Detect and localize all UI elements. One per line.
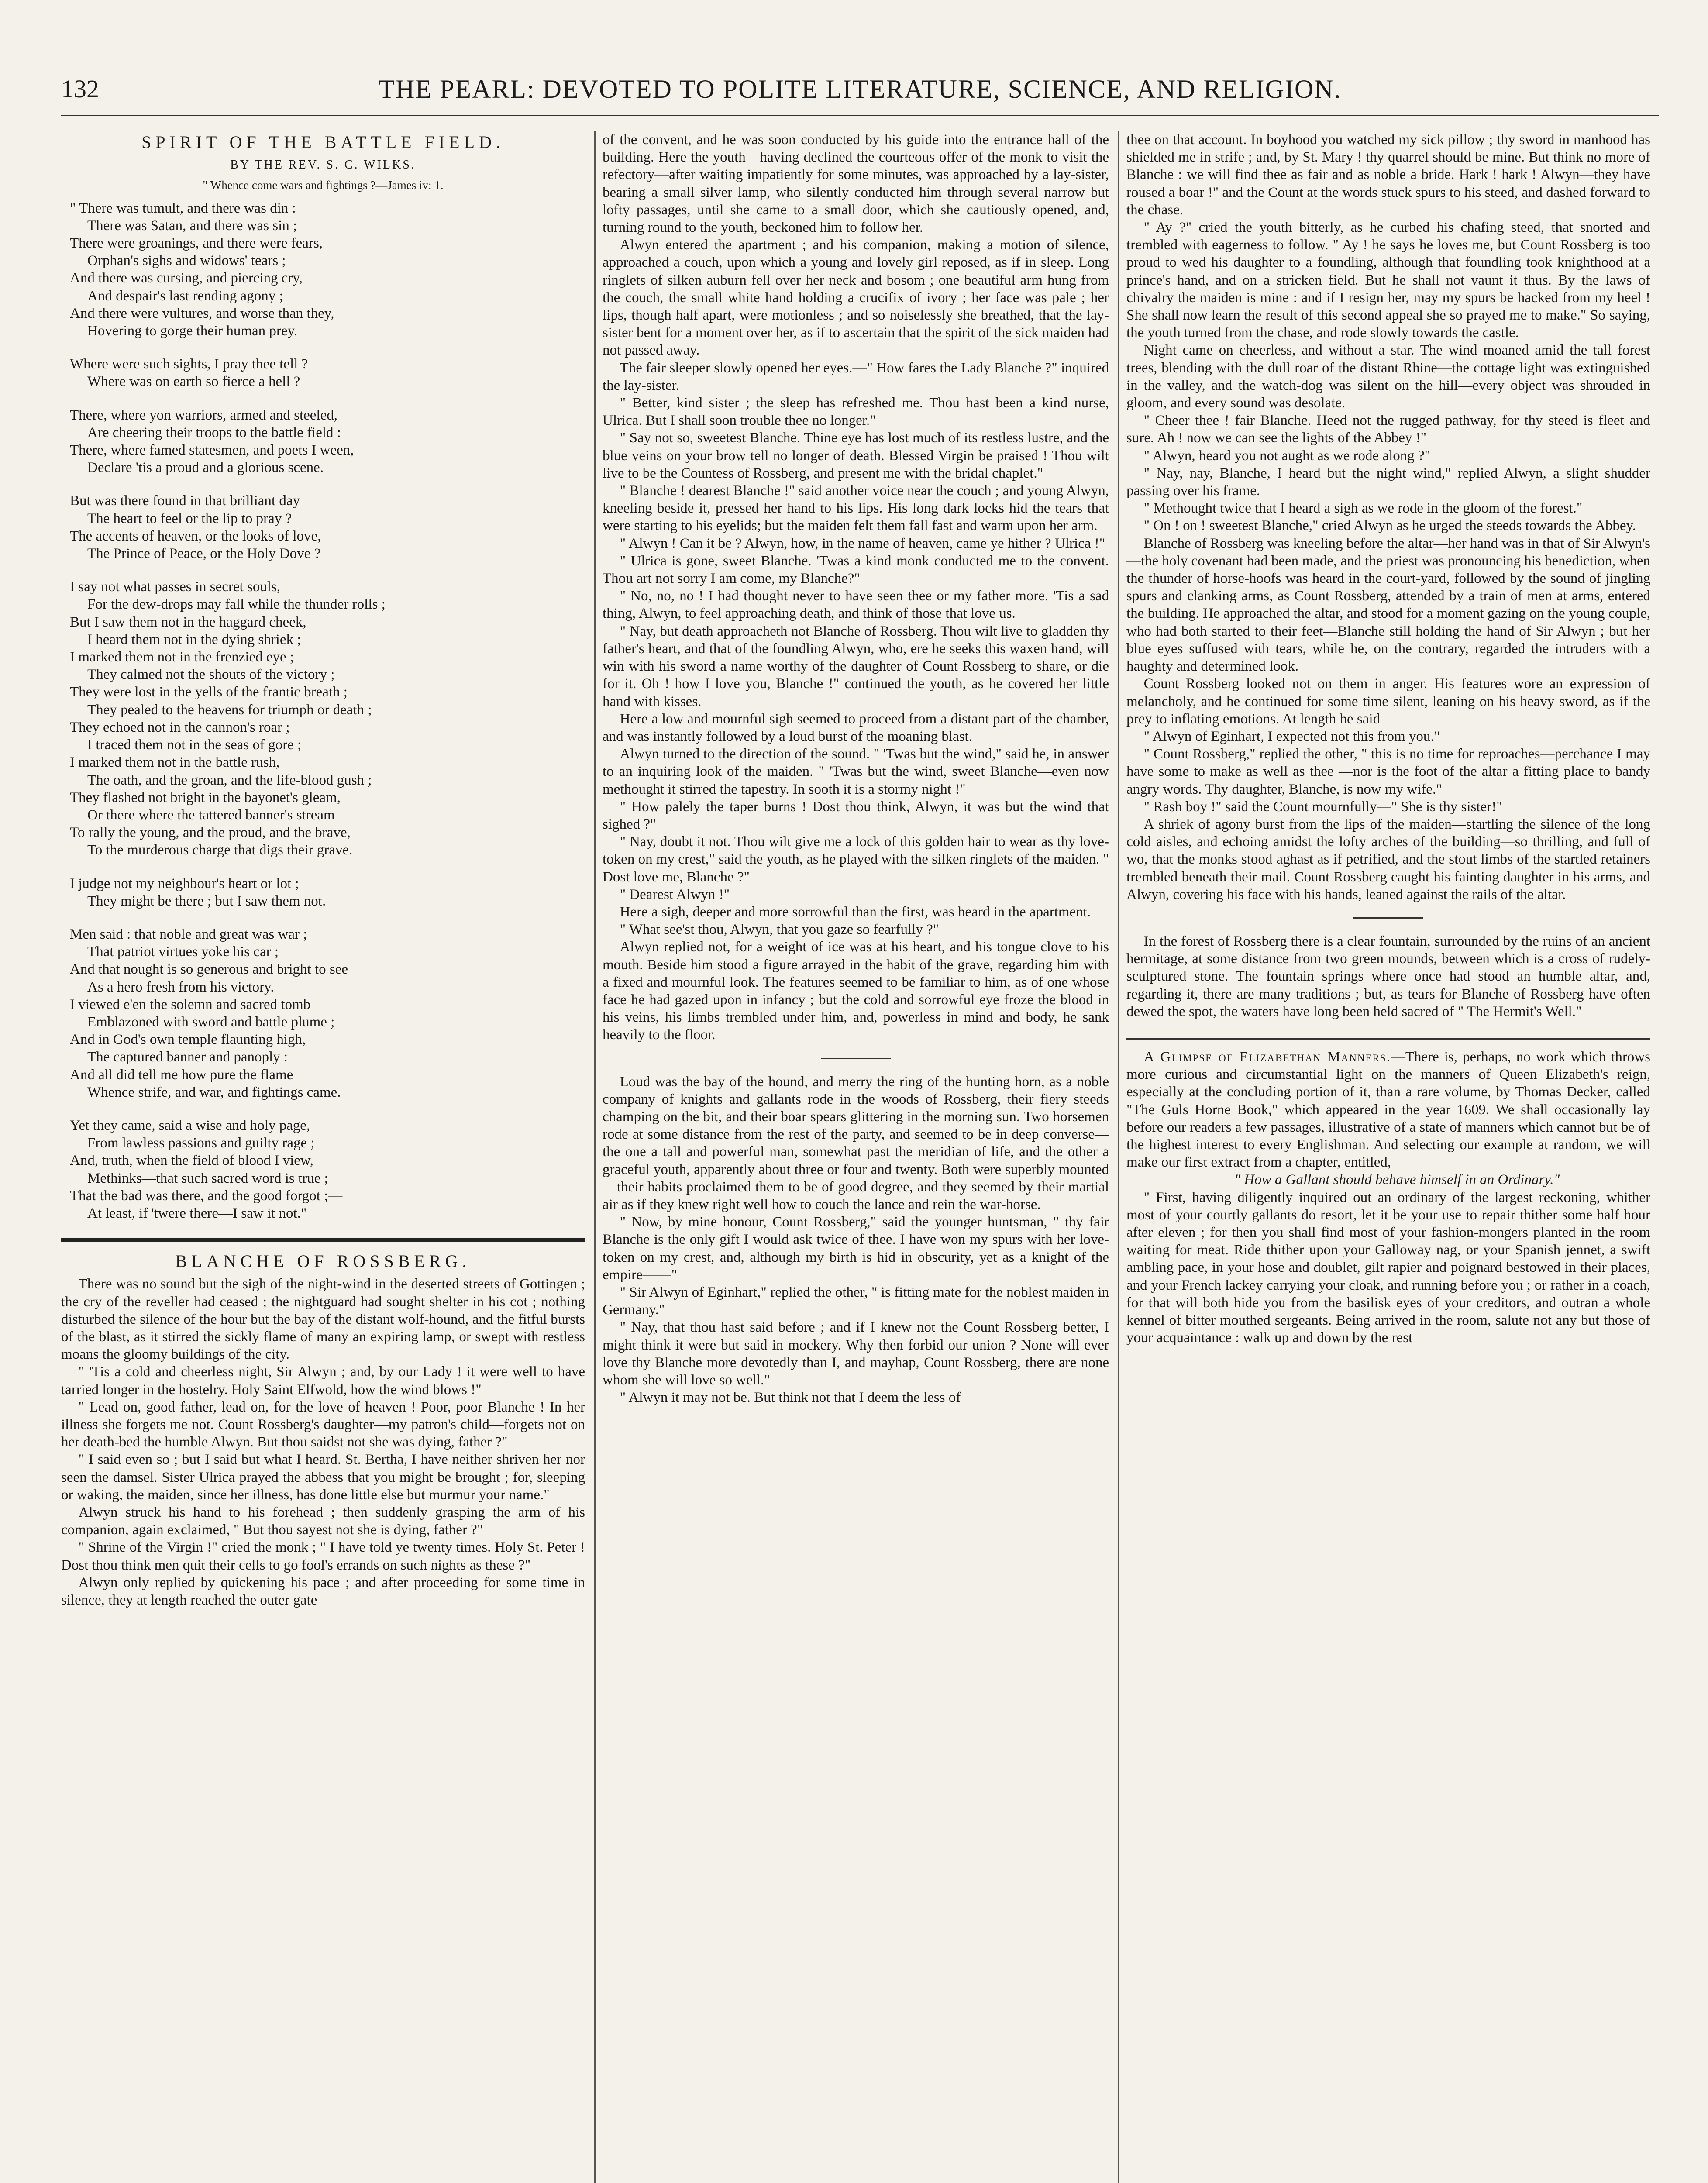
story-paragraph: " Nay, doubt it not. Thou wilt give me a lock of this golden hair to wear as thy love-token on my crest," said the youth, as he played with the silken ringlets of the maiden. " Dost love me, Blanche ?"	[603, 834, 1109, 885]
section-divider	[1126, 1038, 1650, 1040]
story-paragraph: " Sir Alwyn of Eginhart," replied the other, " is fitting mate for the noblest maiden in Germany."	[603, 1284, 1109, 1318]
poem-line: But was there found in that brilliant day	[70, 493, 300, 509]
story-paragraph: " How palely the taper burns ! Dost thou think, Alwyn, it was but the wind that sighed ?"	[603, 799, 1109, 832]
story-paragraph: Count Rossberg looked not on them in anger. His features wore an expression of melancholy, and he continued for some time silent, leaning on his heavy sword, as if the prey to inflating emotions. At length he said—	[1126, 676, 1650, 727]
story-paragraph: " On ! on ! sweetest Blanche," cried Alwyn as he urged the steeds towards the Abbey.	[1143, 518, 1636, 534]
poem-line: The Prince of Peace, or the Holy Dove ?	[87, 546, 321, 562]
poem-line: The heart to feel or the lip to pray ?	[87, 510, 292, 527]
poem-stanza	[70, 578, 585, 859]
poem-line: Emblazoned with sword and battle plume ;	[87, 1014, 335, 1030]
story-paragraph: " Nay, nay, Blanche, I heard but the night wind," replied Alwyn, a slight shudder passing over his frame.	[1126, 465, 1650, 499]
story-paragraph: The fair sleeper slowly opened her eyes.—" How fares the Lady Blanche ?" inquired the lay-sister.	[603, 360, 1109, 393]
poem-byline: BY THE REV. S. C. WILKS.	[230, 158, 416, 172]
column-3	[1126, 131, 1650, 2183]
poem-line: I marked them not in the battle rush,	[70, 754, 280, 771]
story-paragraph: " Rash boy !" said the Count mournfully—" She is thy sister!"	[1143, 799, 1502, 815]
story-paragraph: Here a low and mournful sigh seemed to proceed from a distant part of the chamber, and was instantly followed by a loud burst of the moaning blast.	[603, 711, 1109, 744]
scene-separator	[1353, 917, 1423, 919]
story-paragraph: Alwyn only replied by quickening his pace ; and after proceeding for some time in silence, they at length reached the outer gate	[61, 1574, 585, 1608]
story-paragraph: " No, no, no ! I had thought never to have seen thee or my father more. 'Tis a sad thing, Alwyn, to feel approaching death, and think of those that love us.	[603, 588, 1109, 622]
poem-line: And there was cursing, and piercing cry,	[70, 270, 303, 286]
column-divider	[1118, 131, 1119, 2183]
poem-stanza	[70, 406, 585, 477]
poem-line: The oath, and the groan, and the life-blood gush ;	[87, 772, 372, 788]
story-paragraph: " Alwyn ! Can it be ? Alwyn, how, in the name of heaven, came ye hither ? Ulrica !"	[620, 535, 1105, 551]
story-paragraph: " Ay ?" cried the youth bitterly, as he curbed his chafing steed, that snorted and trembled with eagerness to follow. " Ay ! he says he loves me, but Count Rossberg is too proud to wed his daughter to a foundling, although that foundling took knighthood at a prince's hand, and on a stricken field. But he shall not vaunt it thus. By the laws of chivalry the maiden is mine : and if I resign her, may my spurs be hacked from my heel ! She shall now learn the result of this second appeal she so prayed me to make." So saying, the youth turned from the chase, and rode slowly towards the castle.	[1126, 220, 1650, 341]
story-paragraph: " Lead on, good father, lead on, for the love of heaven ! Poor, poor Blanche ! In her illness she forgets me not. Count Rossberg's daughter—my patron's child—forgets not on her death-bed the humble Alwyn. But thou saidst not she was dying, father ?"	[61, 1399, 585, 1450]
story-paragraph: " Alwyn, heard you not aught as we rode along ?"	[1143, 448, 1431, 464]
story-paragraph: Night came on cheerless, and without a star. The wind moaned amid the tall forest trees, blending with the dull roar of the distant Rhine—the cottage light was extinguished in the valley, and the watch-dog was silent on the hill—every object was shrouded in gloom, and every sound was desolate.	[1126, 342, 1650, 411]
article-chapter-title: " How a Gallant should behave himself in an Ordinary."	[1234, 1172, 1560, 1188]
poem-line: I heard them not in the dying shriek ;	[87, 631, 301, 647]
story-paragraph: " Shrine of the Virgin !" cried the monk ; " I have told ye twenty times. Holy St. Peter ! Dost thou think men quit their cells to go fool's errands on such nights as these ?"	[61, 1539, 585, 1573]
poem-line: That the bad was there, and the good forgot ;—	[70, 1188, 343, 1204]
story-paragraph: " Ulrica is gone, sweet Blanche. 'Twas a kind monk conducted me to the convent. Thou art not sorry I am come, my Blanche?"	[603, 553, 1109, 587]
poem-line: Yet they came, said a wise and holy page,	[70, 1117, 310, 1133]
column-divider	[594, 131, 596, 2183]
poem-stanza	[70, 200, 585, 340]
story-paragraph: Alwyn replied not, for a weight of ice was at his heart, and his tongue clove to his mouth. Beside him stood a figure arrayed in the habit of the grave, regarding him with a fixed and mournful look. The features seemed to be familiar to him, as of one whose face he had gazed upon in infancy ; but the cold and sorrowful eye froze the blood in his veins, his limbs trembled under him, and, powerless in mind and body, he sank heavily to the floor.	[603, 939, 1109, 1043]
story-paragraph: " Say not so, sweetest Blanche. Thine eye has lost much of its restless lustre, and the blue veins on your brow tell no longer of death. Blessed Virgin be praised ! Thou wilt live to be the Countess of Rossberg, and present me with the bridal chaplet."	[603, 430, 1109, 481]
story-paragraph: " Alwyn of Eginhart, I expected not this from you."	[1143, 728, 1440, 744]
story-paragraph: " Count Rossberg," replied the other, " this is no time for reproaches—perchance I may have some to make as well as thee —nor is the foot of the altar a fitting place to bandy angry words. Thy daughter, Blanche, is now my wife."	[1126, 746, 1650, 797]
poem-line: Whence strife, and war, and fightings came.	[87, 1084, 341, 1100]
story-paragraph: " Blanche ! dearest Blanche !" said another voice near the couch ; and young Alwyn, kneeling beside it, pressed her hand to his lips. His long dark locks hid the tears that were starting to his eyelids; but the maiden felt them fall fast and warm upon her arm.	[603, 483, 1109, 534]
poem-line: They flashed not bright in the bayonet's gleam,	[70, 789, 341, 806]
story-text-column-1	[61, 1275, 585, 1609]
poem-line: Men said : that noble and great was war ;	[70, 926, 307, 942]
poem-line: And, truth, when the field of blood I view,	[70, 1153, 313, 1169]
story-paragraph: " I said even so ; but I said but what I heard. St. Bertha, I have neither shriven her nor seen the damsel. Sister Ulrica prayed the abbess that you might be brought ; for, sleeping or waking, the maiden, since her illness, has done little else but murmur your name."	[61, 1452, 585, 1503]
column-1	[61, 131, 585, 2183]
poem-line: Or there where the tattered banner's stream	[87, 807, 335, 823]
poem-line: They calmed not the shouts of the victory ;	[87, 667, 335, 683]
story-paragraph: Alwyn struck his hand to his forehead ; then suddenly grasping the arm of his companion, again exclaimed, " But thou sayest not she is dying, father ?"	[61, 1505, 585, 1538]
story-paragraph: Alwyn entered the apartment ; and his companion, making a motion of silence, approached a couch, upon which a young and lovely girl reposed, as if in sleep. Long ringlets of silken auburn fell over her neck and bosom ; one beautiful arm hung from the couch, the small white hand holding a crucifix of ivory ; her face was pale ; her lips, though half apart, were motionless ; and so noiselessly she breathed, that the lay-sister bent for a moment over her, as if to ascertain that the spirit of the sick maiden had not passed away.	[603, 237, 1109, 358]
story-paragraph: " Nay, but death approacheth not Blanche of Rossberg. Thou wilt live to gladden thy father's heart, and that of the foundling Alwyn, who, ere he seeks this waxen hand, will win with his sword a name worthy of the daughter of Count Rossberg to share, or die for it. Oh ! how I love you, Blanche !" continued the youth, as he covered her little hand with kisses.	[603, 623, 1109, 709]
page-number: 132	[61, 75, 99, 103]
poem-line: To rally the young, and the proud, and the brave,	[70, 825, 351, 841]
poem-line: There, where yon warriors, armed and steeled,	[70, 407, 337, 423]
poem-line: For the dew-drops may fall while the thunder rolls ;	[87, 596, 386, 613]
story-paragraph: " Methought twice that I heard a sigh as we rode in the gloom of the forest."	[1143, 500, 1583, 516]
poem-body	[61, 200, 585, 1222]
poem-line: They might be there ; but I saw them not.	[87, 893, 326, 909]
story-paragraph: " Cheer thee ! fair Blanche. Heed not the rugged pathway, for thy steed is fleet and sure. Ah ! now we can see the lights of the Abbey !"	[1126, 413, 1650, 446]
poem-line: There was Satan, and there was sin ;	[87, 217, 297, 234]
story-paragraph: " 'Tis a cold and cheerless night, Sir Alwyn ; and, by our Lady ! it were well to have tarried longer in the hostelry. Holy Saint Elfwold, how the wind blows !"	[61, 1364, 585, 1398]
poem-line: At least, if 'twere there—I saw it not."	[87, 1205, 307, 1221]
header-rule	[61, 114, 1659, 116]
story-paragraph: Alwyn turned to the direction of the sound. " 'Twas but the wind," said he, in answer to an inquiring look of the maiden. " 'Twas but the wind, sweet Blanche—even now methought it stirred the tapestry. In sooth it is a stormy night !"	[603, 746, 1109, 797]
story-paragraph: There was no sound but the sigh of the night-wind in the deserted streets of Gottingen ; the cry of the reveller had ceased ; the nightguard had sought shelter in his cot ; nothing disturbed the silence of the hour but the bay of the distant wolf-hound, and the fitful bursts of the blast, as it stirred the sickly flame of many an expiring lamp, or swept with restless moans the gloomy buildings of the city.	[61, 1276, 585, 1363]
story-paragraph: " What see'st thou, Alwyn, that you gaze so fearfully ?"	[620, 922, 939, 938]
story-paragraph: " Better, kind sister ; the sleep has refreshed me. Thou hast been a kind nurse, Ulrica. But I shall soon trouble thee no longer."	[603, 395, 1109, 429]
story-paragraph: Here a sigh, deeper and more sorrowful than the first, was heard in the apartment.	[620, 904, 1091, 920]
story-paragraph: " Alwyn it may not be. But think not that I deem the less of	[620, 1390, 961, 1406]
poem-stanza	[70, 875, 585, 910]
poem-line: I traced them not in the seas of gore ;	[87, 737, 302, 753]
poem-line: But I saw them not in the haggard cheek,	[70, 614, 306, 630]
scene-separator	[821, 1058, 891, 1059]
story-paragraph: thee on that account. In boyhood you watched my sick pillow ; thy sword in manhood has shielded me in strife ; and, by St. Mary ! thy quarrel should be mine. But think no more of Blanche : we will find thee as fair and as noble a bride. Hark ! hark ! Alwyn—they have roused a boar !" and the Count at the words stuck spurs to his steed, and dashed forward to the chase.	[1126, 132, 1650, 218]
story-paragraph: In the forest of Rossberg there is a clear fountain, surrounded by the ruins of an ancient hermitage, at some distance from two green mounds, between which is a cross of rudely-sculptured stone. The fountain springs where once had stood an humble altar, and, regarding it, there are many traditions ; but, as tears for Blanche of Rossberg have often dewed the spot, the waters have long been held sacred of " The Hermit's Well."	[1126, 933, 1650, 1019]
poem-stanza	[70, 355, 585, 390]
poem-line: There, where famed statesmen, and poets I ween,	[70, 442, 354, 458]
story-paragraph: of the convent, and he was soon conducted by his guide into the entrance hall of the building. Here the youth—having declined the courteous offer of the monk to visit the refectory—after waiting impatiently for some minutes, was approached by a lay-sister, bearing a small silver lamp, who silently conducted him through several narrow but lofty passages, until she came to a small door, which she cautiously opened, and, turning round to the youth, beckoned him to follow her.	[603, 132, 1109, 236]
poem-line: And that nought is so generous and bright to see	[70, 961, 348, 978]
poem-line: " There was tumult, and there was din :	[70, 200, 296, 216]
poem-line: And in God's own temple flaunting high,	[70, 1032, 306, 1048]
article-body: " First, having diligently inquired out an ordinary of the largest reckoning, whither most of your courtly gallants do resort, let it be your use to repair thither some half hour after eleven ; for then you shall find most of your fashion-mongers planted in the room waiting for meat. Ride thither upon your Galloway nag, or your Spanish jennet, a swift ambling pace, in your hose and doublet, gilt rapier and poignard bestowed in their places, and your French lackey carrying your cloak, and running before you ; or rather in a coach, for that will both hide you from the basilisk eyes of your creditors, and outran a whole kennel of bitter mouthed sergeants. Being arrived in the room, salute not any but those of your acquaintance : walk up and down by the rest	[1126, 1189, 1650, 1346]
story-paragraph: Blanche of Rossberg was kneeling before the altar—her hand was in that of Sir Alwyn's—the holy covenant had been made, and the priest was pronouncing his benediction, when the thunder of horse-hoofs was heard in the court-yard, followed by the sound of jingling spurs and clanking arms, as Count Rossberg, attended by a train of men at arms, entered the building. He approached the altar, and stood for a moment gazing on the young couple, who had both started to their feet—Blanche still holding the hand of Sir Alwyn ; but her blue eyes suffused with tears, while he, on the contrary, regarded the intruders with a haughty and determined look.	[1126, 535, 1650, 675]
story-title: BLANCHE OF ROSSBERG.	[175, 1251, 471, 1271]
column-2	[603, 131, 1109, 2183]
poem-line: Orphan's sighs and widows' tears ;	[87, 253, 286, 269]
section-divider	[61, 1238, 585, 1242]
poem-line: They pealed to the heavens for triumph or death ;	[87, 702, 372, 718]
poem-line: Hovering to gorge their human prey.	[87, 323, 298, 339]
story-paragraph: " Now, by mine honour, Count Rossberg," said the younger huntsman, " thy fair Blanche is the only gift I would ask twice of thee. I have won my spurs with her love-token on my crest, and, although my birth is hid in obscurity, yet as a knight of the empire——"	[603, 1214, 1109, 1283]
article-intro: A Glimpse of Elizabethan Manners.—There is, perhaps, no work which throws more curious and circumstantial light on the manners of Queen Elizabeth's reign, especially at the concluding portion of it, than a rare volume, by Thomas Decker, called "The Guls Horne Book," which appeared in the year 1609. We shall occasionally lay before our readers a few passages, illustrative of a state of manners which cannot but be of the highest interest to every Englishman. And selecting our example at random, we will make our first extract from a chapter, entitled,	[1126, 1049, 1650, 1171]
poem-epigraph: " Whence come wars and fightings ?—James iv: 1.	[203, 179, 444, 192]
story-paragraph: Loud was the bay of the hound, and merry the ring of the hunting horn, as a noble company of knights and gallants rode in the woods of Rossberg, their fiery steeds champing on the bit, and their boar spears glittering in the morning sun. Two horsemen rode at some distance from the rest of the party, and seemed to be in deep converse—the one a tall and powerful man, somewhat past the meridian of life, and the other a graceful youth, apparently about three or four and twenty. Both were superbly mounted—their habits proclaimed them to be of good degree, and they seemed by their martial air as if they knew right well how to couch the lance and rein the war-horse.	[603, 1074, 1109, 1212]
article-runin-title: A Glimpse of Elizabethan Manners.	[1143, 1049, 1391, 1065]
story-paragraph: " Nay, that thou hast said before ; and if I knew not the Count Rossberg better, I might think it were but said in mockery. Why then forbid our union ? None will ever love thy Blanche more devotedly than I, and mayhap, Count Rossberg, there are none whom she will love so well."	[603, 1319, 1109, 1388]
poem-line: There were groanings, and there were fears,	[70, 235, 323, 251]
poem-line: Methinks—that such sacred word is true ;	[87, 1170, 328, 1186]
story-epilogue	[1126, 933, 1650, 1020]
story-text-column-3	[1126, 131, 1650, 903]
poem-line: As a hero fresh from his victory.	[87, 979, 274, 995]
poem-stanza	[70, 492, 585, 562]
poem-line: Declare 'tis a proud and a glorious scene.	[87, 460, 324, 476]
poem-line: I say not what passes in secret souls,	[70, 579, 281, 595]
poem-line: Are cheering their troops to the battle field :	[87, 424, 341, 441]
poem-line: The accents of heaven, or the looks of love,	[70, 528, 321, 544]
poem-line: They were lost in the yells of the frantic breath ;	[70, 684, 348, 700]
poem-stanza	[70, 926, 585, 1101]
masthead-title: THE PEARL: DEVOTED TO POLITE LITERATURE, SCIENCE, AND RELIGION.	[379, 75, 1342, 103]
poem-line: They echoed not in the cannon's roar ;	[70, 719, 290, 735]
story-paragraph: A shriek of agony burst from the lips of the maiden—startling the silence of the long cold aisles, and echoing amidst the lofty arches of the building—so thrilling, and full of wo, that the monks stood aghast as if petrified, and the stout limbs of the startled retainers trembled beneath their mail. Count Rossberg caught his fainting daughter in his arms, and Alwyn, covering his face with his hands, leaned against the rails of the altar.	[1126, 816, 1650, 902]
poem-line: I marked them not in the frenzied eye ;	[70, 649, 294, 665]
poem-line: And there were vultures, and worse than they,	[70, 305, 334, 321]
poem-line: The captured banner and panoply :	[87, 1049, 288, 1065]
story-paragraph: " Dearest Alwyn !"	[620, 886, 730, 902]
poem-line: Where were such sights, I pray thee tell ?	[70, 356, 308, 372]
story-text-column-2	[603, 131, 1109, 1044]
page-header	[61, 70, 1659, 118]
poem-line: Where was on earth so fierce a hell ?	[87, 374, 300, 390]
poem-line: That patriot virtues yoke his car ;	[87, 944, 279, 960]
poem-stanza	[70, 1117, 585, 1222]
poem-line: From lawless passions and guilty rage ;	[87, 1135, 315, 1151]
poem-line: I judge not my neighbour's heart or lot ;	[70, 875, 299, 892]
story-text-column-2-part-2	[603, 1073, 1109, 1407]
poem-line: And despair's last rending agony ;	[87, 288, 283, 304]
poem-line: And all did tell me how pure the flame	[70, 1067, 293, 1083]
poem-line: I viewed e'en the solemn and sacred tomb	[70, 996, 311, 1012]
poem-title: SPIRIT OF THE BATTLE FIELD.	[141, 132, 505, 152]
poem-line: To the murderous charge that digs their grave.	[87, 842, 353, 858]
